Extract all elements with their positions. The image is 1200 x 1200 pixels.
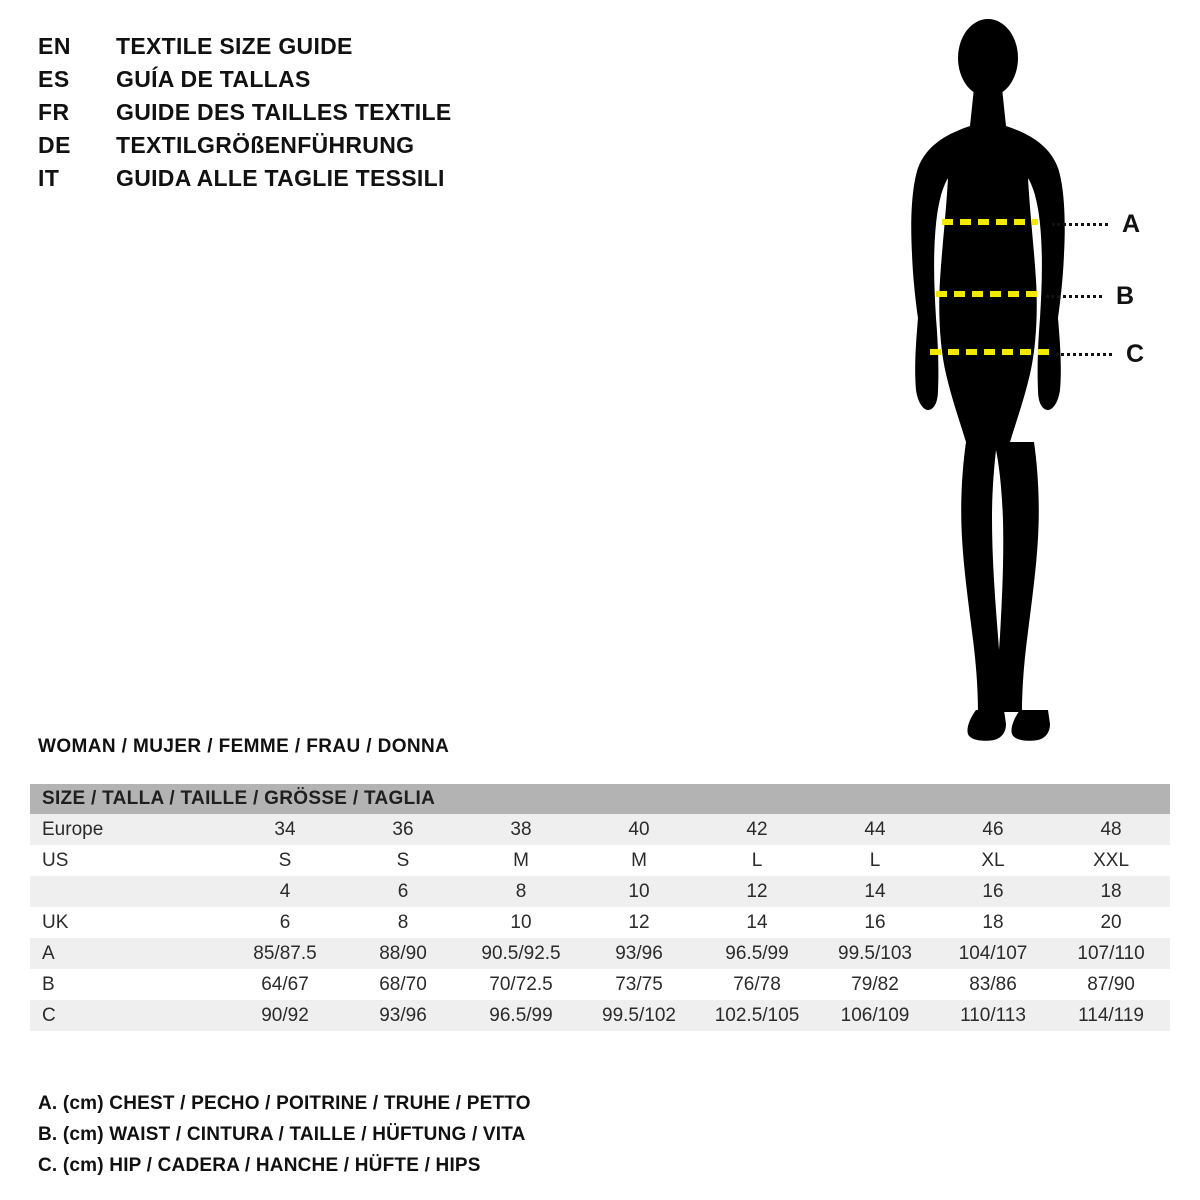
table-row	[30, 938, 1170, 969]
body-measurement-figure	[860, 18, 1180, 748]
language-row	[38, 162, 658, 195]
table-cell: 68/70	[344, 969, 462, 1000]
table-row	[30, 969, 1170, 1000]
table-cell: 96.5/99	[698, 938, 816, 969]
marker-a	[1052, 210, 1141, 238]
table-cell: 64/67	[226, 969, 344, 1000]
table-cell: 102.5/105	[698, 1000, 816, 1031]
table-row	[30, 876, 1170, 907]
table-cell: XXL	[1052, 845, 1170, 876]
table-cell: 114/119	[1052, 1000, 1170, 1031]
table-cell: 10	[580, 876, 698, 907]
legend-line-a: A. (cm) CHEST / PECHO / POITRINE / TRUHE / PETTO	[38, 1093, 531, 1114]
row-label: UK	[30, 907, 226, 938]
table-cell: 8	[462, 876, 580, 907]
table-cell: 106/109	[816, 1000, 934, 1031]
row-label: B	[30, 969, 226, 1000]
measurement-legend	[38, 1088, 738, 1181]
language-row	[38, 63, 658, 96]
female-silhouette-icon	[860, 18, 1180, 748]
table-cell: 18	[1052, 876, 1170, 907]
language-title: GUIDE DES TAILLES TEXTILE	[116, 99, 452, 125]
table-row	[30, 814, 1170, 845]
table-row	[30, 845, 1170, 876]
language-code: FR	[38, 99, 70, 125]
table-cell: 87/90	[1052, 969, 1170, 1000]
table-cell: 76/78	[698, 969, 816, 1000]
table-cell: 4	[226, 876, 344, 907]
table-cell: 85/87.5	[226, 938, 344, 969]
table-cell: 88/90	[344, 938, 462, 969]
language-row	[38, 96, 658, 129]
row-label: C	[30, 1000, 226, 1031]
table-cell: 44	[816, 814, 934, 845]
table-cell: 42	[698, 814, 816, 845]
table-cell: 20	[1052, 907, 1170, 938]
row-label: Europe	[30, 814, 226, 845]
row-label: A	[30, 938, 226, 969]
table-row	[30, 1000, 1170, 1031]
table-cell: 90/92	[226, 1000, 344, 1031]
table-cell: 16	[816, 907, 934, 938]
language-title: GUÍA DE TALLAS	[116, 66, 311, 92]
table-cell: 12	[580, 907, 698, 938]
table-cell: 99.5/103	[816, 938, 934, 969]
table-cell: 36	[344, 814, 462, 845]
table-cell: S	[344, 845, 462, 876]
table-cell: M	[580, 845, 698, 876]
language-title: TEXTILE SIZE GUIDE	[116, 33, 353, 59]
table-cell: S	[226, 845, 344, 876]
marker-c-label: C	[1126, 340, 1145, 368]
language-code: IT	[38, 165, 60, 191]
language-title: TEXTILGRÖßENFÜHRUNG	[116, 132, 415, 158]
table-cell: 90.5/92.5	[462, 938, 580, 969]
legend-line-b: B. (cm) WAIST / CINTURA / TAILLE / HÜFTUNG / VITA	[38, 1124, 526, 1145]
table-cell: 110/113	[934, 1000, 1052, 1031]
table-cell: 38	[462, 814, 580, 845]
table-cell: 14	[816, 876, 934, 907]
language-row	[38, 129, 658, 162]
table-cell: 70/72.5	[462, 969, 580, 1000]
marker-c	[1056, 340, 1145, 368]
language-code: ES	[38, 66, 70, 92]
table-cell: 12	[698, 876, 816, 907]
table-cell: 79/82	[816, 969, 934, 1000]
table-cell: 8	[344, 907, 462, 938]
table-cell: 73/75	[580, 969, 698, 1000]
table-cell: 14	[698, 907, 816, 938]
table-header-row	[30, 784, 1170, 814]
table-cell: L	[698, 845, 816, 876]
table-cell: 96.5/99	[462, 1000, 580, 1031]
row-label	[30, 876, 226, 907]
table-cell: 104/107	[934, 938, 1052, 969]
table-cell: 93/96	[580, 938, 698, 969]
table-cell: L	[816, 845, 934, 876]
table-caption: WOMAN / MUJER / FEMME / FRAU / DONNA	[38, 736, 450, 757]
table-cell: 34	[226, 814, 344, 845]
table-cell: 40	[580, 814, 698, 845]
table-cell: 6	[344, 876, 462, 907]
table-cell: 16	[934, 876, 1052, 907]
size-table	[30, 784, 1170, 1031]
table-row	[30, 907, 1170, 938]
table-cell: 10	[462, 907, 580, 938]
table-cell: 46	[934, 814, 1052, 845]
marker-b	[1046, 282, 1135, 310]
language-title-block	[38, 30, 658, 195]
table-header-cell: SIZE / TALLA / TAILLE / GRÖSSE / TAGLIA	[30, 784, 1170, 814]
table-cell: XL	[934, 845, 1052, 876]
language-row	[38, 30, 658, 63]
table-cell: M	[462, 845, 580, 876]
language-code: DE	[38, 132, 71, 158]
row-label: US	[30, 845, 226, 876]
legend-line-c: C. (cm) HIP / CADERA / HANCHE / HÜFTE / HIPS	[38, 1155, 481, 1176]
table-cell: 48	[1052, 814, 1170, 845]
marker-c-leader-line	[1056, 353, 1112, 356]
table-cell: 93/96	[344, 1000, 462, 1031]
language-title: GUIDA ALLE TAGLIE TESSILI	[116, 165, 445, 191]
marker-a-leader-line	[1052, 223, 1108, 226]
marker-b-label: B	[1116, 282, 1135, 310]
table-cell: 99.5/102	[580, 1000, 698, 1031]
marker-b-leader-line	[1046, 295, 1102, 298]
table-cell: 18	[934, 907, 1052, 938]
table-cell: 83/86	[934, 969, 1052, 1000]
marker-a-label: A	[1122, 210, 1141, 238]
language-code: EN	[38, 33, 71, 59]
table-cell: 6	[226, 907, 344, 938]
table-cell: 107/110	[1052, 938, 1170, 969]
